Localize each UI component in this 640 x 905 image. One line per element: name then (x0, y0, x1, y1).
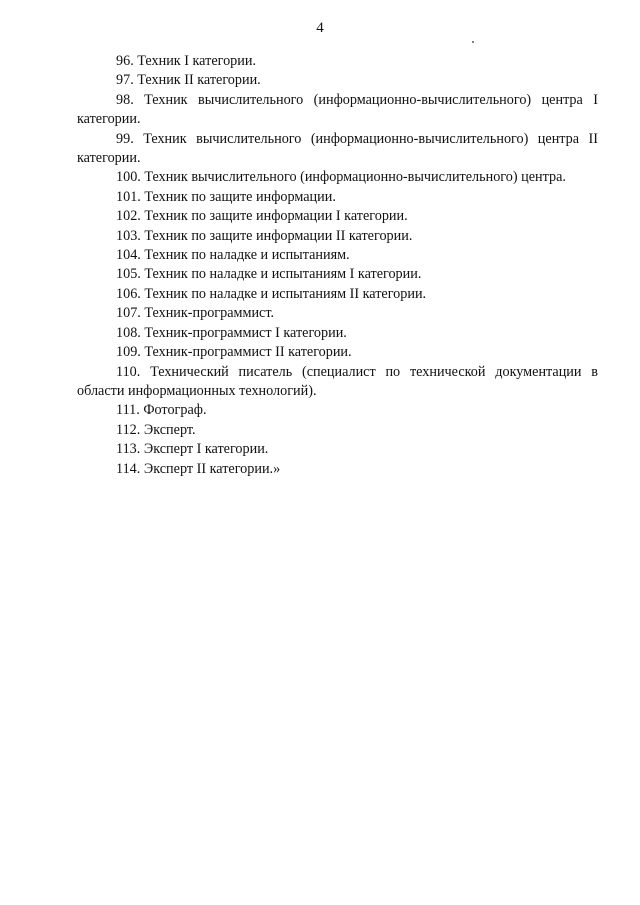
list-item: 96. Техник I категории. (116, 53, 256, 69)
list-item: 105. Техник по наладке и испытаниям I категории. (116, 266, 422, 283)
page-number: 4 (316, 20, 324, 36)
list-item: 109. Техник-программист II категории. (116, 344, 352, 361)
list-item: 103. Техник по защите информации II категории. (116, 227, 413, 244)
list-item: 114. Эксперт II категории.» (116, 460, 281, 477)
list-item: 102. Техник по защите информации I категории. (116, 208, 408, 225)
list-item: 98. Техник вычислительного (информационно-вычислительного) центра I категории. (77, 91, 598, 128)
list-item: 97. Техник II категории. (116, 72, 261, 89)
list-item: 99. Техник вычислительного (информационно-вычислительного) центра II категории. (77, 130, 598, 167)
list-item: 113. Эксперт I категории. (116, 441, 269, 458)
list-item: 111. Фотограф. (116, 402, 207, 419)
list-item: 106. Техник по наладке и испытаниям II категории. (116, 285, 427, 302)
position-list (77, 52, 598, 479)
list-item: 108. Техник-программист I категории. (116, 324, 347, 341)
list-item: 104. Техник по наладке и испытаниям. (116, 247, 350, 264)
list-item: 101. Техник по защите информации. (116, 188, 336, 205)
list-item: 112. Эксперт. (116, 421, 196, 438)
list-item: 100. Техник вычислительного (информационно-вычислительного) центра. (116, 169, 566, 186)
scan-speck (472, 41, 474, 43)
list-item: 110. Технический писатель (специалист по технической документации в области информационных технологий). (77, 363, 598, 399)
list-item: 107. Техник-программист. (116, 305, 275, 322)
